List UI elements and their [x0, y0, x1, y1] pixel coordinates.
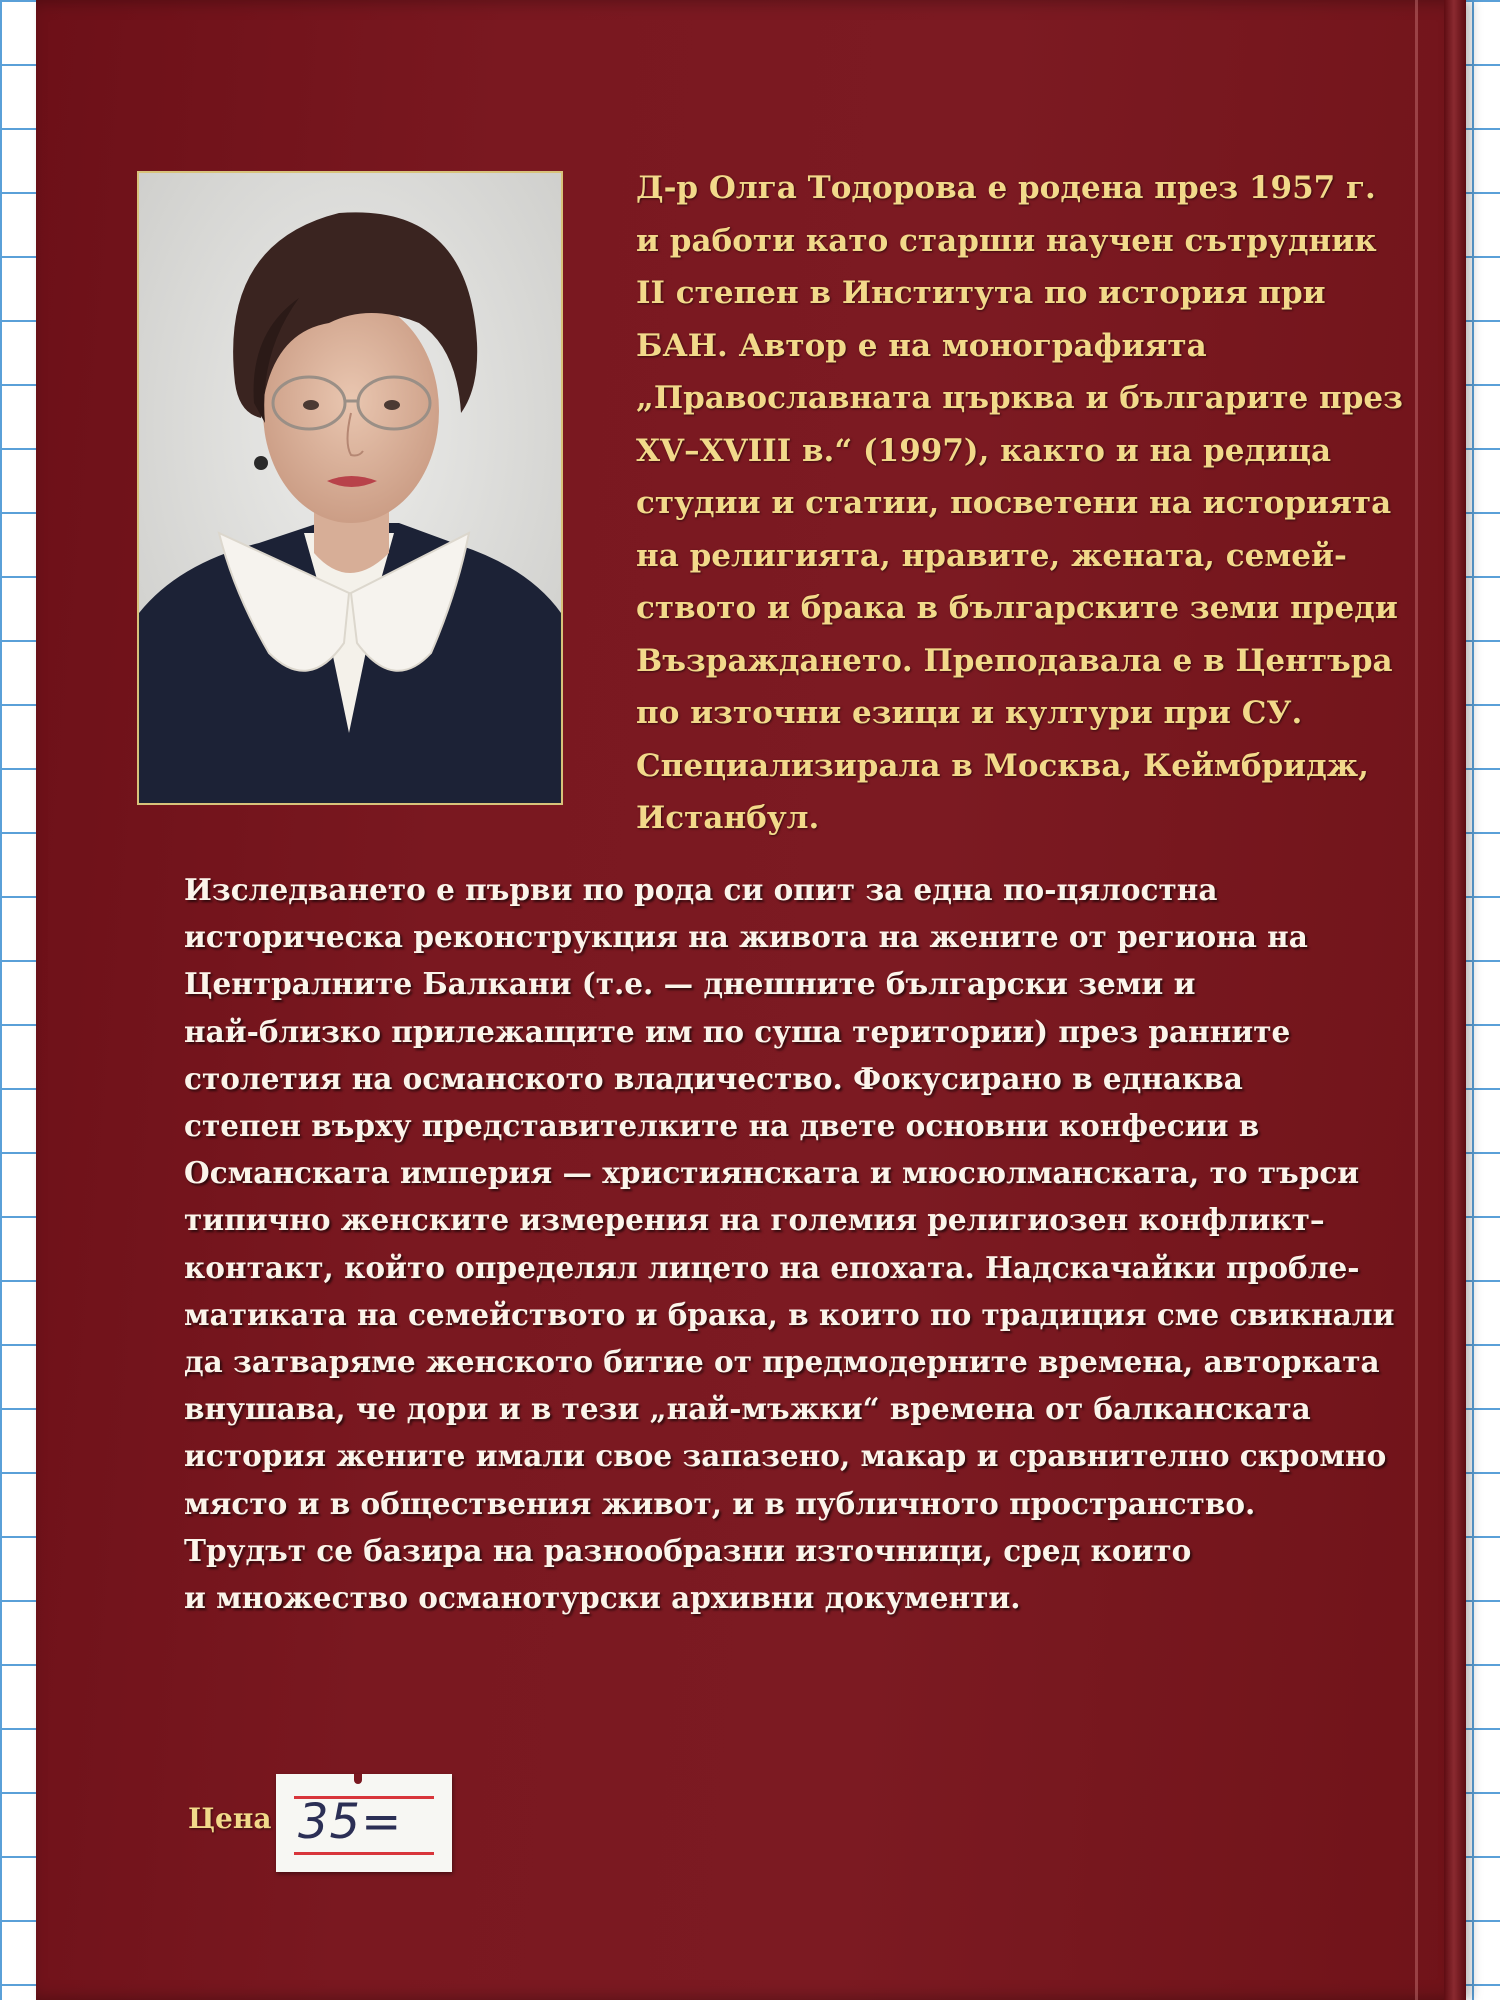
description-line: история жените имали свое запазено, макар и сравнително скромно: [184, 1438, 1387, 1474]
description-line: място и в обществения живот, и в публичното пространство.: [184, 1485, 1256, 1521]
bio-line: Възраждането. Преподавала е в Центъра: [636, 642, 1393, 679]
cover-fold-line: [1415, 0, 1418, 2000]
description-line: Централните Балкани (т.е. — днешните български земи и: [184, 966, 1196, 1002]
book-description: [184, 866, 1395, 1621]
book-edge: [1444, 0, 1466, 2000]
bio-line: по източни езици и култури при СУ.: [636, 695, 1303, 731]
bio-line: „Православната църква и българите през: [636, 380, 1403, 416]
bio-line: Д-р Олга Тодорова е родена през 1957 г.: [636, 170, 1376, 206]
bio-line: Истанбул.: [636, 800, 820, 836]
description-line: най-близко прилежащите им по суша територии) през ранните: [184, 1013, 1291, 1049]
bio-line: и работи като старши научен сътрудник: [636, 222, 1377, 259]
description-line: да затваряме женското битие от предмодерните времена, авторката: [184, 1344, 1380, 1380]
price-sticker: [276, 1774, 452, 1872]
sticker-bottom-line: [294, 1852, 434, 1855]
description-line: историческа реконструкция на живота на жените от региона на: [184, 919, 1308, 955]
description-line: степен върху представителките на двете основни конфесии в: [184, 1108, 1260, 1144]
description-line: Трудът се базира на разнообразни източници, сред които: [184, 1532, 1192, 1568]
description-line: Изследването е първи по рода си опит за една по-цялостна: [184, 872, 1218, 907]
description-line: Османската империя — християнската и мюсюлманската, то търси: [184, 1155, 1360, 1191]
bio-line: ството и брака в българските земи преди: [636, 590, 1398, 626]
author-portrait: [137, 171, 563, 805]
description-line: типично женските измерения на големия религиозен конфликт–: [184, 1202, 1325, 1238]
author-portrait-illustration: [139, 173, 561, 803]
bio-line: БАН. Автор е на монографията: [636, 327, 1207, 364]
description-line: внушава, че дори и в тези „най-мъжки“ времена от балканската: [184, 1391, 1311, 1427]
price-label: Цена: [188, 1802, 272, 1835]
description-line: контакт, който определял лицето на епохата. Надскачайки пробле-: [184, 1249, 1360, 1285]
bio-line: II степен в Института по история при: [636, 275, 1326, 311]
bio-line: Специализирала в Москва, Кеймбридж,: [636, 747, 1369, 784]
description-line: матиката на семейството и брака, в които по традиция сме свикнали: [184, 1296, 1395, 1332]
description-line: и множество османотурски архивни документи.: [184, 1580, 1021, 1616]
bio-line: XV–XVIII в.“ (1997), както и на редица: [636, 432, 1332, 469]
bio-line: на религията, нравите, жената, семей-: [636, 537, 1347, 574]
bio-line: студии и статии, посветени на историята: [636, 485, 1392, 521]
author-bio: [636, 162, 1403, 845]
sticker-notch: [354, 1774, 362, 1784]
description-line: столетия на османското владичество. Фокусирано в еднаква: [184, 1060, 1243, 1096]
price-value: 35=: [298, 1794, 403, 1850]
